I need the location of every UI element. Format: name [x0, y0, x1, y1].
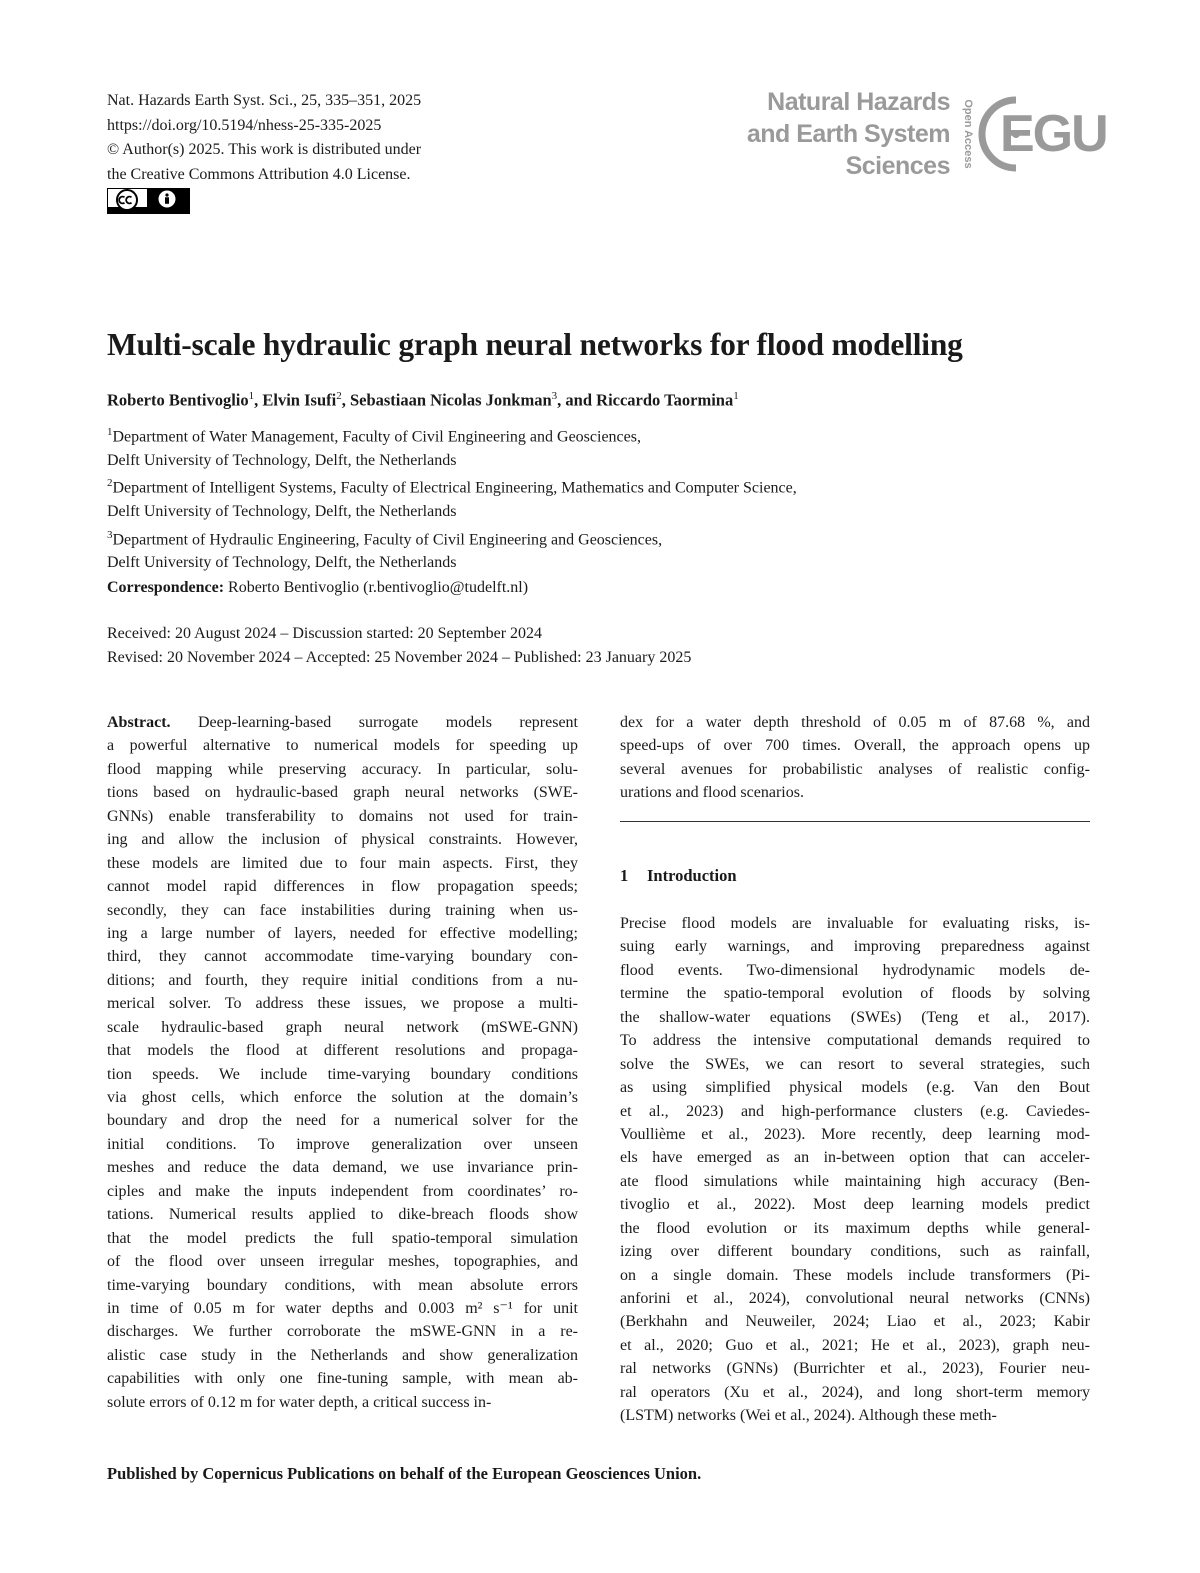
affiliation-text: Department of Water Management, Faculty of Civil Engineering and Geosciences,: [112, 428, 641, 446]
line-text: et al., 2020; Guo et al., 2021; He et al., 2023), graph neu-: [620, 1336, 1090, 1354]
line-text: the flood evolution or its maximum depths while general-: [620, 1219, 1090, 1237]
text-line: [620, 781, 1090, 804]
abstract: [107, 711, 578, 1414]
text-line: [107, 734, 578, 757]
journal-name-line-1: Natural Hazards: [767, 88, 950, 116]
publisher-footer: Published by Copernicus Publications on behalf of the European Geosciences Union.: [107, 1464, 702, 1483]
text-line: [107, 1320, 578, 1343]
line-text: these models are limited due to four main aspects. First, they: [107, 854, 578, 872]
author-affiliation-mark: 1: [248, 390, 255, 402]
line-text: on a single domain. These models include transformers (Pi-: [620, 1266, 1090, 1284]
text-line: [620, 1193, 1090, 1216]
affiliation-line: Delft University of Technology, Delft, the Netherlands: [107, 554, 457, 572]
line-text: flood events. Two-dimensional hydrodynamic models de-: [620, 961, 1090, 979]
text-line: [107, 1250, 578, 1273]
text-line: [620, 1146, 1090, 1169]
text-line: [620, 1217, 1090, 1240]
text-line: [107, 1086, 578, 1109]
text-line: [620, 959, 1090, 982]
open-access-label: Open Access: [962, 99, 974, 169]
affiliation-number: 2: [107, 477, 113, 490]
text-line: [107, 969, 578, 992]
author-affiliation-mark: 3: [551, 390, 558, 402]
doi-link[interactable]: https://doi.org/10.5194/nhess-25-335-2025: [107, 116, 382, 134]
text-line: [620, 1170, 1090, 1193]
line-text: discharges. We further corroborate the mSWE-GNN in a re-: [107, 1323, 578, 1341]
line-text: ral networks (GNNs) (Burrichter et al., 2023), Fourier neu-: [620, 1360, 1090, 1378]
line-text: solute errors of 0.12 m for water depth, a critical success in-: [107, 1393, 492, 1411]
abstract-label: Abstract.: [107, 714, 171, 731]
line-text: solve the SWEs, we can resort to several strategies, such: [620, 1055, 1090, 1073]
line-text: merical solver. To address these issues, we propose a multi-: [107, 995, 578, 1013]
author-separator: , and: [557, 390, 597, 410]
affiliation-text: Department of Hydraulic Engineering, Faculty of Civil Engineering and Geosciences,: [112, 530, 663, 548]
line-text: Voullième et al., 2023). More recently, deep learning mod-: [620, 1125, 1090, 1143]
text-line: [620, 1053, 1090, 1076]
line-text: as using simplified physical models (e.g. Van den Bout: [620, 1079, 1090, 1097]
dates-line-2: Revised: 20 November 2024 – Accepted: 25 November 2024 – Published: 23 January 2025: [107, 649, 692, 666]
line-text: ate flood simulations while maintaining high accuracy (Ben-: [620, 1172, 1090, 1190]
line-text: speed-ups of over 700 times. Overall, the approach opens up: [620, 737, 1090, 755]
line-text: in time of 0.05 m for water depths and 0.003 m² s⁻¹ for unit: [107, 1299, 578, 1317]
line-text: Deep-learning-based surrogate models represent: [198, 714, 578, 731]
affiliation-line: [107, 472, 797, 500]
affiliations: [107, 421, 797, 575]
line-text: (Berkhahn and Neuweiler, 2024; Liao et al., 2023; Kabir: [620, 1313, 1090, 1331]
text-line: [620, 1334, 1090, 1357]
line-text: ciples and make the inputs independent from coordinates’ ro-: [107, 1182, 578, 1200]
affiliation-line: [107, 421, 797, 449]
citation-block: [107, 89, 421, 187]
line-text: time-varying boundary conditions, with mean absolute errors: [107, 1276, 578, 1294]
text-line: [107, 805, 578, 828]
line-text: termine the spatio-temporal evolution of floods by solving: [620, 985, 1090, 1003]
text-line: [107, 1274, 578, 1297]
line-text: a powerful alternative to numerical models for speeding up: [107, 737, 578, 755]
text-line: [107, 1016, 578, 1039]
text-line: [620, 1381, 1090, 1404]
line-text: flood mapping while preserving accuracy. In particular, solu-: [107, 760, 578, 778]
author-name: Elvin Isufi: [262, 390, 337, 410]
text-line: [620, 1404, 1090, 1427]
text-line: [107, 1227, 578, 1250]
line-text: tivoglio et al., 2022). Most deep learning models predict: [620, 1196, 1090, 1214]
line-text: several avenues for probabilistic analyses of realistic config-: [620, 760, 1090, 778]
line-text: initial conditions. To improve generalization over unseen: [107, 1135, 578, 1153]
text-line: [107, 1063, 578, 1086]
text-line: [107, 992, 578, 1015]
text-line: [107, 1391, 578, 1414]
license-text-1: © Author(s) 2025. This work is distributed under: [107, 141, 422, 158]
author-name: Sebastiaan Nicolas Jonkman: [349, 390, 552, 410]
line-text: that the model predicts the full spatio-temporal simulation: [107, 1229, 578, 1247]
text-line: [107, 1133, 578, 1156]
text-line: [620, 734, 1090, 757]
text-line: [620, 1076, 1090, 1099]
line-text: GNNs) enable transferability to domains not used for train-: [107, 807, 578, 825]
text-line: [107, 1297, 578, 1320]
text-line: [620, 1264, 1090, 1287]
line-text: tations. Numerical results applied to dike-breach floods show: [107, 1206, 578, 1224]
author-affiliation-mark: 2: [336, 390, 342, 402]
affiliation-number: 1: [107, 426, 113, 438]
section-heading: [620, 866, 737, 886]
cc-by-license-icon[interactable]: [107, 188, 190, 214]
text-line: [107, 711, 578, 734]
text-line: [620, 935, 1090, 958]
text-line: [107, 875, 578, 898]
paper-title: Multi-scale hydraulic graph neural networks for flood modelling: [107, 327, 963, 362]
line-text: boundary and drop the need for a numerical solver for the: [107, 1112, 578, 1130]
section-divider: [620, 821, 1090, 822]
line-text: meshes and reduce the data demand, we use invariance prin-: [107, 1159, 578, 1177]
text-line: [620, 912, 1090, 935]
text-line: [107, 1367, 578, 1390]
author-affiliation-mark: 1: [733, 390, 739, 402]
journal-citation: Nat. Hazards Earth Syst. Sci., 25, 335–351, 2025: [107, 92, 422, 109]
text-line: [107, 945, 578, 968]
line-text: et al., 2023) and high-performance clusters (e.g. Caviedes-: [620, 1102, 1090, 1120]
line-text: scale hydraulic-based graph neural network (mSWE-GNN): [107, 1018, 578, 1036]
line-text: ing and allow the inclusion of physical constraints. However,: [107, 831, 578, 849]
text-line: [620, 1029, 1090, 1052]
line-text: secondly, they can face instabilities during training when us-: [107, 901, 578, 919]
author-name: Riccardo Taormina: [596, 390, 734, 410]
line-text: suing early warnings, and improving preparedness against: [620, 938, 1090, 956]
text-line: [107, 922, 578, 945]
line-text: urations and flood scenarios.: [620, 784, 804, 802]
line-text: capabilities with only one fine-tuning sample, with mean ab-: [107, 1370, 578, 1388]
author-list: [107, 390, 739, 411]
journal-name-line-2: and Earth System: [746, 120, 950, 148]
line-text: dex for a water depth threshold of 0.05 m of 87.68 %, and: [620, 714, 1090, 731]
dates-line-1: Received: 20 August 2024 – Discussion started: 20 September 2024: [107, 625, 543, 642]
line-text: anforini et al., 2024), convolutional neural networks (CNNs): [620, 1290, 1090, 1307]
text-line: [107, 1039, 578, 1062]
author-separator: ,: [341, 390, 350, 410]
text-line: [107, 1109, 578, 1132]
text-line: [620, 1123, 1090, 1146]
text-line: [107, 1156, 578, 1179]
line-text: of the flood over unseen irregular meshes, topographies, and: [107, 1253, 578, 1271]
text-line: [620, 1240, 1090, 1263]
text-line: [620, 1310, 1090, 1333]
line-text: ditions; and fourth, they require initial conditions from a nu-: [107, 971, 578, 989]
line-text: izing over different boundary conditions, such as rainfall,: [620, 1243, 1090, 1261]
text-line: [107, 758, 578, 781]
line-text: cannot model rapid differences in flow propagation speeds;: [107, 878, 578, 896]
text-line: [620, 1287, 1090, 1310]
affiliation-line: [107, 524, 797, 552]
affiliation-line: Delft University of Technology, Delft, the Netherlands: [107, 451, 457, 469]
text-line: [107, 899, 578, 922]
affiliation-text: Department of Intelligent Systems, Faculty of Electrical Engineering, Mathematics and Computer Science,: [112, 479, 797, 497]
line-text: ral operators (Xu et al., 2024), and long short-term memory: [620, 1383, 1090, 1401]
journal-name-line-3: Sciences: [845, 152, 950, 180]
line-text: tion speeds. We include time-varying boundary conditions: [107, 1065, 578, 1083]
affiliation-line: Delft University of Technology, Delft, the Netherlands: [107, 503, 457, 521]
text-line: [620, 758, 1090, 781]
text-line: [620, 982, 1090, 1005]
text-line: [107, 828, 578, 851]
section-title: Introduction: [647, 866, 737, 885]
abstract-continued: [620, 711, 1090, 805]
line-text: tions based on hydraulic-based graph neural networks (SWE-: [107, 784, 578, 802]
line-text: els have emerged as an in-between option that can acceler-: [620, 1149, 1090, 1167]
line-text: via ghost cells, which enforce the solution at the domain’s: [107, 1089, 578, 1106]
text-line: [107, 781, 578, 804]
text-line: [107, 1203, 578, 1226]
line-text: (LSTM) networks (Wei et al., 2024). Although these meth-: [620, 1407, 997, 1425]
correspondence-label: Correspondence:: [107, 579, 225, 596]
journal-logo[interactable]: [700, 84, 1107, 194]
text-line: [620, 711, 1090, 734]
correspondence-email[interactable]: Roberto Bentivoglio (r.bentivoglio@tudelft.nl): [228, 579, 529, 596]
publication-dates: [107, 622, 691, 670]
license-text-2: the Creative Commons Attribution 4.0 License.: [107, 165, 411, 183]
egu-text: EGU: [1000, 105, 1107, 163]
text-line: [620, 1006, 1090, 1029]
text-line: [620, 1357, 1090, 1380]
line-text: To address the intensive computational demands required to: [620, 1032, 1090, 1050]
text-line: [107, 852, 578, 875]
text-line: [107, 1344, 578, 1367]
line-text: that models the flood at different resolutions and propaga-: [107, 1042, 578, 1060]
introduction-text: [620, 912, 1090, 1428]
author-name: Roberto Bentivoglio: [107, 390, 249, 410]
line-text: Precise flood models are invaluable for evaluating risks, is-: [620, 915, 1090, 932]
line-text: third, they cannot accommodate time-varying boundary con-: [107, 948, 578, 966]
correspondence: [107, 579, 528, 597]
line-text: alistic case study in the Netherlands and show generalization: [107, 1346, 578, 1364]
author-separator: ,: [254, 390, 263, 410]
text-line: [107, 1180, 578, 1203]
affiliation-number: 3: [107, 528, 113, 541]
text-line: [620, 1100, 1090, 1123]
section-number: 1: [620, 866, 629, 885]
line-text: ing a large number of layers, needed for effective modelling;: [107, 924, 578, 942]
line-text: the shallow-water equations (SWEs) (Teng et al., 2017).: [620, 1008, 1090, 1026]
